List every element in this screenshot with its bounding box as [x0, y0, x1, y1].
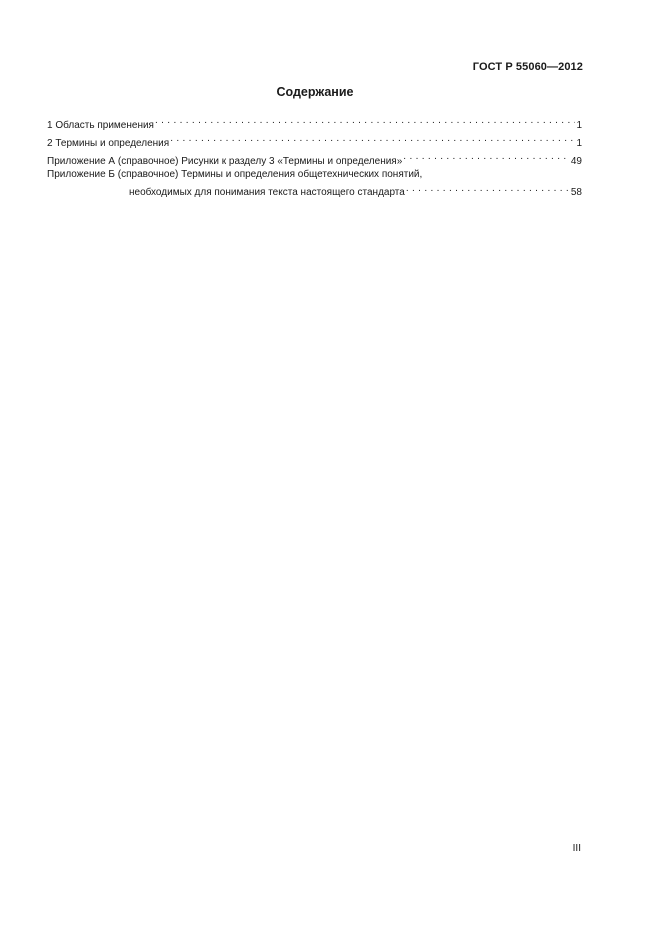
toc-entry[interactable]: [47, 150, 582, 168]
toc-entry-page: 1: [576, 119, 582, 131]
toc-leader-dots: [155, 114, 575, 128]
toc-entry-label: 1 Область применения: [47, 119, 154, 131]
toc-entry-label: Приложение А (справочное) Рисунки к разделу 3 «Термины и определения»: [47, 155, 403, 167]
toc-entry-label-line1: Приложение Б (справочное) Термины и определения общетехнических понятий,: [47, 169, 423, 180]
page-number: III: [572, 843, 581, 854]
toc-entry[interactable]: [47, 132, 582, 150]
toc-leader-dots: [170, 132, 575, 146]
table-of-contents: [47, 114, 582, 200]
toc-leader-dots: [403, 150, 570, 164]
toc-entry[interactable]: [47, 168, 582, 200]
toc-title: Содержание: [276, 85, 354, 99]
toc-entry-label-line2: необходимых для понимания текста настоящего стандарта: [129, 187, 405, 198]
toc-entry-page: 1: [576, 137, 582, 149]
toc-entry-page: 58: [570, 187, 582, 198]
toc-entry[interactable]: [47, 114, 582, 132]
toc-entry-label: 2 Термины и определения: [47, 137, 170, 149]
document-code: ГОСТ Р 55060—2012: [472, 61, 583, 73]
toc-entry-page: 49: [570, 155, 582, 167]
toc-leader-dots: [406, 182, 570, 196]
